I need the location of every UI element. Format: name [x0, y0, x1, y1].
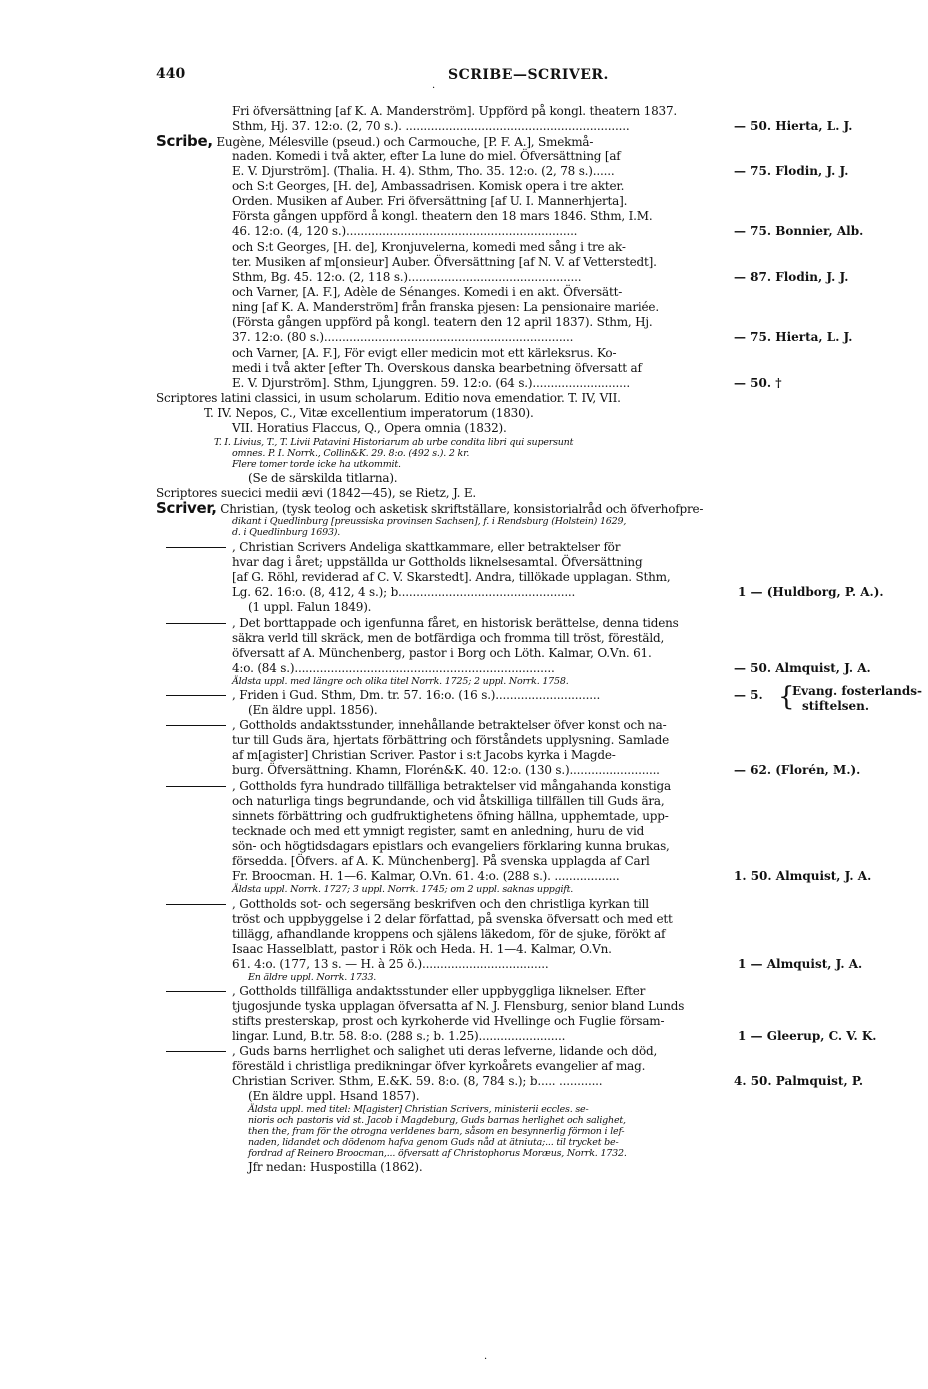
running-title: SCRIBE—SCRIVER.: [448, 67, 609, 83]
text-line: och S:t Georges, [H. de], Ambassadrisen. Komisk opera i tre akter.: [232, 179, 625, 193]
text-line: , Gottholds fyra hundrado tillfälliga betraktelser vid mångahanda konstiga: [166, 779, 671, 794]
price-publisher: — 50. †: [734, 376, 782, 390]
price-publisher: — 75. Flodin, J. J.: [734, 164, 849, 178]
text-line: , Gottholds andaktsstunder, innehållande betraktelser öfver konst och na-: [166, 718, 667, 733]
text-line: dikant i Quedlinburg [preussiska provinsen Sachsen], f. i Rendsburg (Holstein) 1629,: [232, 516, 627, 527]
price-publisher: 1 — Almquist, J. A.: [738, 957, 863, 971]
text-line: burg. Öfversättning. Khamn, Florén&K. 40. 12:o. (130 s.).........................: [232, 763, 660, 777]
text-line: (Första gången uppförd på kongl. teatern den 12 april 1837). Sthm, Hj.: [232, 315, 653, 329]
text-line: Äldsta uppl. med titel: M[agister] Christian Scrivers, ministerii eccles. se-: [248, 1104, 589, 1115]
brace-line-1: Evang. fosterlands-: [792, 684, 922, 698]
text-line: tur till Guds ära, hjertats förbättring och förståndets upplysning. Samlade: [232, 733, 669, 747]
text-line: tillägg, afhandlande kroppens och själens läkedom, för de sjuke, förökt af: [232, 927, 666, 941]
price-publisher: 1. 50. Almquist, J. A.: [734, 869, 872, 883]
text-line: [af G. Röhl, reviderad af C. V. Skarstedt]. Andra, tillökade upplagan. Sthm,: [232, 570, 671, 584]
ditto-dash: [166, 786, 226, 787]
text-line: Flere tomer torde icke ha utkommit.: [232, 459, 401, 470]
text-line: , Gottholds tillfälliga andaktsstunder eller uppbyggliga liknelser. Efter: [166, 984, 645, 999]
text-line: och S:t Georges, [H. de], Kronjuvelerna, komedi med sång i tre ak-: [232, 240, 626, 254]
text-line: (Se de särskilda titlarna).: [248, 471, 398, 485]
text-line: och naturliga tings begrundande, och vid åtskilliga tillfällen till Guds ära,: [232, 794, 665, 808]
text-line: stifts presterskap, prost och kyrkoherde vid Hvellinge och Fuglie försam-: [232, 1014, 665, 1028]
price-publisher: — 50. Hierta, L. J.: [734, 119, 853, 133]
text-line: ning [af K. A. Manderström] från franska pjesen: La pensionaire mariée.: [232, 300, 659, 314]
text-line: Scriptores latini classici, in usum scholarum. Editio nova emendatior. T. IV, VII.: [156, 391, 621, 405]
text-line: omnes. P. I. Norrk., Collin&K. 29. 8:o. (492 s.). 2 kr.: [232, 448, 470, 459]
text-line: medi i två akter [efter Th. Overskous danska bearbetning öfversatt af: [232, 361, 642, 375]
ditto-dash: [166, 695, 226, 696]
text-line: Christian Scriver. Sthm, E.&K. 59. 8:o. (8, 784 s.); b..... ............: [232, 1074, 603, 1088]
price-publisher: — 50. Almquist, J. A.: [734, 661, 871, 675]
text-line: then the, fram för the otrogna verldenes barn, såsom en besynnerlig förmon i lef-: [248, 1126, 625, 1137]
text-line: 61. 4:o. (177, 13 s. — H. à 25 ö.)...................................: [232, 957, 549, 971]
ditto-dash: [166, 623, 226, 624]
text-line: lingar. Lund, B.tr. 58. 8:o. (288 s.; b. 1.25)........................: [232, 1029, 566, 1043]
text-line: försedda. [Öfvers. af A. K. Münchenberg]. På svenska upplagda af Carl: [232, 854, 650, 868]
price-publisher: 1 — Gleerup, C. V. K.: [738, 1029, 877, 1043]
text-line: nioris och pastoris vid st. Jacob i Magdeburg, Guds barnas herlighet och salighet,: [248, 1115, 626, 1126]
ditto-dash: [166, 991, 226, 992]
text-line: Scribe, Eugène, Mélesville (pseud.) och Carmouche, [P. F. A.], Smekmå-: [156, 132, 594, 150]
text-line: Lg. 62. 16:o. (8, 412, 4 s.); b.................................................: [232, 585, 576, 599]
text-line: öfversatt af A. Münchenberg, pastor i Borg och Löth. Kalmar, O.Vn. 61.: [232, 646, 652, 660]
ditto-dash: [166, 725, 226, 726]
text-line: ter. Musiken af m[onsieur] Auber. Öfversättning [af N. V. af Vetterstedt].: [232, 255, 657, 269]
ditto-dash: [166, 547, 226, 548]
text-line: En äldre uppl. Norrk. 1733.: [248, 972, 377, 983]
text-line: (1 uppl. Falun 1849).: [248, 600, 372, 614]
text-line: sön- och högtidsdagars epistlars och evangeliers förklaring kunna brukas,: [232, 839, 670, 853]
text-line: Sthm, Hj. 37. 12:o. (2, 70 s.). ..............................................................: [232, 119, 630, 133]
text-line: 37. 12:o. (80 s.).....................................................................: [232, 330, 574, 344]
text-line: d. i Quedlinburg 1693).: [232, 527, 341, 538]
text-line: Orden. Musiken af Auber. Fri öfversättning [af U. I. Mannerhjerta].: [232, 194, 628, 208]
text-line: T. I. Livius, T., T. Livii Patavini Historiarum ab urbe condita libri qui supersunt: [214, 437, 574, 448]
text-line: , Guds barns herrlighet och salighet uti deras lefverne, lidande och död,: [166, 1044, 657, 1059]
text-line: af m[agister] Christian Scriver. Pastor i s:t Jacobs kyrka i Magde-: [232, 748, 616, 762]
text-line: , Det borttappade och igenfunna fåret, en historisk berättelse, denna tidens: [166, 616, 679, 631]
text-line: Scriptores suecici medii ævi (1842—45), se Rietz, J. E.: [156, 486, 477, 500]
text-line: E. V. Djurström]. Sthm, Ljunggren. 59. 12:o. (64 s.)...........................: [232, 376, 630, 390]
text-line: , Christian Scrivers Andeliga skattkammare, eller betraktelser för: [166, 540, 620, 555]
text-line: 4:o. (84 s.)........................................................................: [232, 661, 555, 675]
page-number: 440: [156, 66, 186, 82]
price-publisher: 1 — (Huldborg, P. A.).: [738, 585, 884, 599]
price-publisher: 4. 50. Palmquist, P.: [734, 1074, 864, 1088]
text-line: fordrad af Reinero Broocman,... öfversatt af Christophorus Moræus, Norrk. 1732.: [248, 1148, 627, 1159]
text-line: , Friden i Gud. Sthm, Dm. tr. 57. 16:o. (16 s.).............................: [166, 688, 600, 703]
text-line: naden, lidandet och dödenom hafva genom Guds nåd at ätniuta;... til trycket be-: [248, 1137, 619, 1148]
price-publisher: — 75. Hierta, L. J.: [734, 330, 853, 344]
footer-dot: ·: [484, 1354, 488, 1365]
text-line: Jfr nedan: Huspostilla (1862).: [248, 1160, 423, 1174]
text-line: och Varner, [A. F.], För evigt eller medicin mot ett kärleksrus. Ko-: [232, 346, 617, 360]
text-line: Sthm, Bg. 45. 12:o. (2, 118 s.)................................................: [232, 270, 582, 284]
price-publisher: — 62. (Florén, M.).: [734, 763, 861, 777]
text-line: tröst och uppbyggelse i 2 delar författad, på svenska öfversatt och med ett: [232, 912, 673, 926]
price-publisher: — 5.: [734, 688, 763, 702]
text-line: förestäld i christliga predikningar öfver kyrkoårets evangelier af mag.: [232, 1059, 646, 1073]
text-line: Scriver, Christian, (tysk teolog och asketisk skriftställare, konsistorialråd och öfverhofpre-: [156, 499, 704, 517]
text-line: naden. Komedi i två akter, efter La lune do miel. Öfversättning [af: [232, 149, 621, 163]
text-line: 46. 12:o. (4, 120 s.)................................................................: [232, 224, 578, 238]
text-line: hvar dag i året; uppställda ur Gottholds liknelsesamtal. Öfversättning: [232, 555, 643, 569]
text-line: och Varner, [A. F.], Adèle de Sénanges. Komedi i en akt. Öfversätt-: [232, 285, 623, 299]
price-publisher: — 87. Flodin, J. J.: [734, 270, 849, 284]
text-line: , Gottholds sot- och segersäng beskrifven och den christliga kyrkan till: [166, 897, 649, 912]
text-line: sinnets förbättring och gudfruktighetens öfning hällna, upphemtade, upp-: [232, 809, 669, 823]
document-page: 440 SCRIBE—SCRIVER. · Fri öfversättning [af K. A. Manderström]. Uppförd på kongl. theatern 1837. Sthm, Hj. 37. 12:o. (2, 70 s.). .............................................................. Scribe, Eugène, Mélesville (pseud.) och Carmouche, [P. F. A.], Smekmå- naden. Komedi i två akter, efter La lune do miel. Öfversättning [af E. V. Djurström]. (Thalia. H. 4). Sthm, Tho. 35. 12:o. (2, 78 s.)...... och S:t Georges, [H. de], Ambassadrisen. Komisk opera i tre akter. Orden. Musiken af Auber. Fri öfversättning [af U. I. Mannerhjerta]. Första gången uppförd å kongl. theatern den 18 mars 1846. Sthm, I.M. 46. 12:o. (4, 120 s.)................................................................ och S:t Georges, [H. de], Kronjuvelerna, komedi med sång i tre ak- ter. Musiken af m[onsieur] Auber. Öfversättning [af N. V. af Vetterstedt]. Sthm, Bg. 45. 12:o. (2, 118 s.)................................................ och Varner, [A. F.], Adèle de Sénanges. Komedi i en akt. Öfversätt- ning [af K. A. Manderström] från franska pjesen: La pensionaire mariée. (Första gången uppförd på kongl. teatern den 12 april 1837). Sthm, Hj. 37. 12:o. (80 s.)..................................................................... och Varner, [A. F.], För evigt eller medicin mot ett kärleksrus. Ko- medi i två akter [efter Th. Overskous danska bearbetning öfversatt af E. V. Djurström]. Sthm, Ljunggren. 59. 12:o. (64 s.)........................... Scriptores latini classici, in usum scholarum. Editio nova emendatior. T. IV, VII. T. IV. Nepos, C., Vitæ excellentium imperatorum (1830). VII. Horatius Flaccus, Q., Opera omnia (1832). T. I. Livius, T., T. Livii Patavini Historiarum ab urbe condita libri qui supersunt omnes. P. I. Norrk., Collin&K. 29. 8:o. (492 s.). 2 kr. Flere tomer torde icke ha utkommit. (Se de särskilda titlarna). Scriptores suecici medii ævi (1842—45), se Rietz, J. E. Scriver, Christian, (tysk teolog och asketisk skriftställare, konsistorialråd och öfverhofpre- dikant i Quedlinburg [preussiska provinsen Sachsen], f. i Rendsburg (Holstein) 1629, d. i Quedlinburg 1693). , Christian Scrivers Andeliga skattkammare, eller betraktelser för hvar dag i året; uppställda ur Gottholds liknelsesamtal. Öfversättning [af G. Röhl, reviderad af C. V. Skarstedt]. Andra, tillökade upplagan. Sthm, Lg. 62. 16:o. (8, 412, 4 s.); b................................................. (1 uppl. Falun 1849). , Det borttappade och igenfunna fåret, en historisk berättelse, denna tidens säkra verld till skräck, men de botfärdiga och fromma till tröst, förestäld, öfversatt af A. Münchenberg, pastor i Borg och Löth. Kalmar, O.Vn. 61. 4:o. (84 s.)........................................................................ Äldsta uppl. med längre och olika titel Norrk. 1725; 2 uppl. Norrk. 1758. , Friden i Gud. Sthm, Dm. tr. 57. 16:o. (16 s.)............................. (En äldre uppl. 1856). , Gottholds andaktsstunder, innehållande betraktelser öfver konst och na- tur till Guds ära, hjertats förbättring och förståndets upplysning. Samlade af m[agister] Christian Scriver. Pastor i s:t Jacobs kyrka i Magde- burg. Öfversättning. Khamn, Florén&K. 40. 12:o. (130 s.)......................... , Gottholds fyra hundrado tillfälliga betraktelser vid mångahanda konstiga och naturliga tings begrundande, och vid åtskilliga tillfällen till Guds ära, sinnets förbättring och gudfruktighetens öfning hällna, upphemtade, upp- tecknade och med ett ymnigt register, samt en anledning, huru de vid sön- och högtidsdagars epistlars och evangeliers förklaring kunna brukas, försedda. [Öfvers. af A. K. Münchenberg]. På svenska upplagda af Carl Fr. Broocman. H. 1—6. Kalmar, O.Vn. 61. 4:o. (288 s.). .................. Äldsta uppl. Norrk. 1727; 3 uppl. Norrk. 1745; om 2 uppl. saknas uppgift. , Gottholds sot- och segersäng beskrifven och den christliga kyrkan till tröst och uppbyggelse i 2 delar författad, på svenska öfversatt och med ett tillägg, afhandlande kroppens och själens läkedom, för de sjuke, förökt af Isaac Hasselblatt, pastor i Rök och Heda. H. 1—4. Kalmar, O.Vn. 61. 4:o. (177, 13 s. — H. à 25 ö.)................................... En äldre uppl. Norrk. 1733. , Gottholds tillfälliga andaktsstunder eller uppbyggliga liknelser. Efter tjugosjunde tyska upplagan öfversatta af N. J. Flensburg, senior bland Lunds stifts presterskap, prost och kyrkoherde vid Hvellinge och Fuglie försam- lingar. Lund, B.tr. 58. 8:o. (288 s.; b. 1.25)........................ , Guds barns herrlighet och salighet uti deras lefverne, lidande och död, förestäld i christliga predikningar öfver kyrkoårets evangelier af mag. Christian Scriver. Sthm, E.&K. 59. 8:o. (8, 784 s.); b..... ............ (En äldre uppl. Hsand 1857). Äldsta uppl. med titel: M[agister] Christian Scrivers, ministerii eccles. se- nioris och pastoris vid st. Jacob i Magdeburg, Guds barnas herlighet och salighet, then the, fram för the otrogna verldenes barn, såsom en besynnerlig förmon i lef- naden, lidandet och dödenom hafva genom Guds nåd at ätniuta;... til trycket be- fordrad af Reinero Broocman,... öfversatt af Christophorus Moræus, Norrk. 1732. Jfr nedan: Huspostilla (1862). — 50. Hierta, L. J. — 75. Flodin, J. J. — 75. Bonnier, Alb. — 87. Flodin, J. J. — 75. Hierta, L. J. — 50. † 1 — (Huldborg, P. A.). — 50. Almquist, J. A. — 5. — 62. (Florén, M.). 1. 50. Almquist, J. A. 1 — Almquist, J. A. 1 — Gleerup, C. V. K. 4. 50. Palmquist, P. { Evang. fosterlands- stiftelsen. ·: [156, 66, 922, 1365]
text-line: E. V. Djurström]. (Thalia. H. 4). Sthm, Tho. 35. 12:o. (2, 78 s.)......: [232, 164, 615, 178]
price-publisher: — 75. Bonnier, Alb.: [734, 224, 864, 238]
text-line: tjugosjunde tyska upplagan öfversatta af N. J. Flensburg, senior bland Lunds: [232, 999, 685, 1013]
ditto-dash: [166, 904, 226, 905]
text-line: Isaac Hasselblatt, pastor i Rök och Heda. H. 1—4. Kalmar, O.Vn.: [232, 942, 612, 956]
text-line: tecknade och med ett ymnigt register, samt en anledning, huru de vid: [232, 824, 645, 838]
text-line: Äldsta uppl. Norrk. 1727; 3 uppl. Norrk. 1745; om 2 uppl. saknas uppgift.: [232, 884, 574, 895]
text-line: T. IV. Nepos, C., Vitæ excellentium imperatorum (1830).: [204, 406, 534, 420]
text-line: Första gången uppförd å kongl. theatern den 18 mars 1846. Sthm, I.M.: [232, 209, 653, 223]
brace-line-2: stiftelsen.: [802, 699, 870, 713]
text-line: (En äldre uppl. Hsand 1857).: [248, 1089, 420, 1103]
text-line: säkra verld till skräck, men de botfärdiga och fromma till tröst, förestäld,: [232, 631, 665, 645]
ditto-dash: [166, 1051, 226, 1052]
text-line: Äldsta uppl. med längre och olika titel Norrk. 1725; 2 uppl. Norrk. 1758.: [232, 676, 569, 687]
text-line: Fri öfversättning [af K. A. Manderström]. Uppförd på kongl. theatern 1837.: [232, 104, 678, 118]
header-dot: ·: [432, 83, 436, 94]
text-line: (En äldre uppl. 1856).: [248, 703, 378, 717]
text-line: Fr. Broocman. H. 1—6. Kalmar, O.Vn. 61. 4:o. (288 s.). ..................: [232, 869, 620, 883]
text-line: VII. Horatius Flaccus, Q., Opera omnia (1832).: [232, 421, 507, 435]
